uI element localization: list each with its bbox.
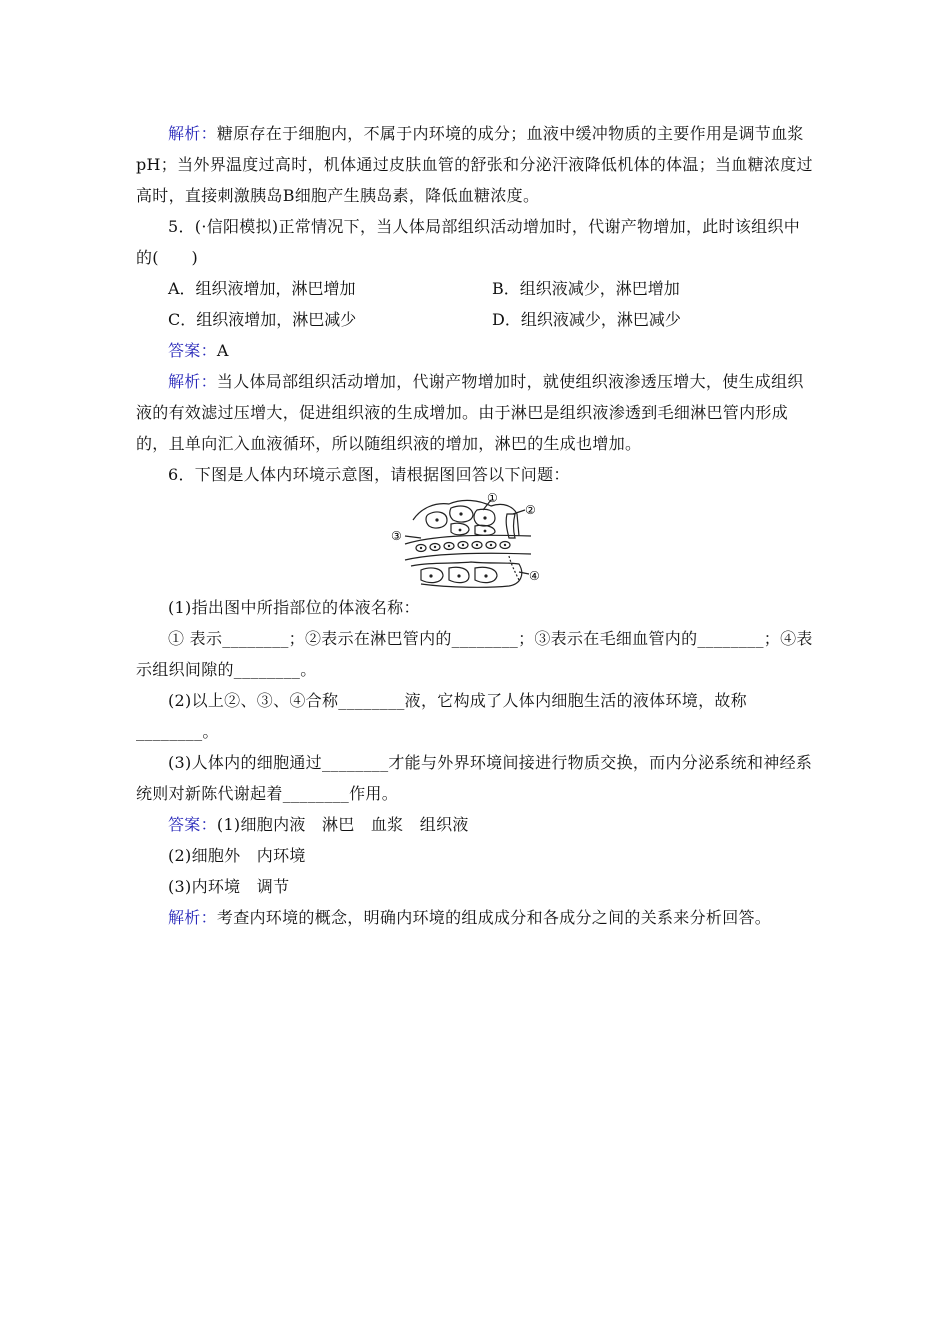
option-b: B．组织液减少，淋巴增加 [492, 279, 680, 298]
q5-options-row-2 [136, 304, 816, 335]
option-c: C．组织液增加，淋巴减少 [168, 310, 357, 329]
figure-label-1: ① [487, 492, 498, 505]
q6-answer-line-2: (2)细胞外 内环境 [168, 846, 306, 865]
figure-container [136, 490, 816, 592]
q6-stem: 6．下图是人体内环境示意图，请根据图回答以下问题： [168, 465, 570, 484]
pointer-line-4 [519, 572, 529, 574]
pointer-line-3 [405, 536, 421, 538]
option-a: A．组织液增加，淋巴增加 [168, 279, 356, 298]
answer-label: 答案： [168, 341, 217, 360]
lymph-vessel [506, 514, 515, 538]
q5-stem: 5．(·信阳模拟)正常情况下，当人体局部组织活动增加时，代谢产物增加，此时该组织中的( ) [136, 217, 801, 267]
q4-analysis [136, 118, 816, 211]
capillary-wall-top [405, 535, 531, 544]
analysis-label: 解析： [168, 908, 217, 927]
figure-label-3: ③ [391, 529, 402, 543]
q6-analysis [136, 902, 816, 933]
q5-answer [136, 335, 816, 366]
analysis-text: 当人体局部组织活动增加，代谢产物增加时，就使组织液渗透压增大，使生成组织液的有效滤过压增大，促进组织液的生成增加。由于淋巴是组织液渗透到毛细淋巴管内形成的，且单向汇入血液循环，所以随组织液的增加，淋巴的生成也增加。 [136, 372, 804, 453]
q6-sub3: (3)人体内的细胞通过________才能与外界环境间接进行物质交换，而内分泌系统和神经系统则对新陈代谢起着________作用。 [136, 753, 813, 803]
option-d: D．组织液减少，淋巴减少 [492, 310, 681, 329]
lower-tissue-outline [411, 562, 522, 587]
document-page [136, 118, 816, 933]
q5-analysis [136, 366, 816, 459]
capillary-wall-bottom [405, 553, 531, 560]
upper-tissue-outline [413, 500, 519, 536]
lymph-vessel-lower [509, 556, 519, 580]
q5-options-row-1 [136, 273, 816, 304]
answer-label: 答案： [168, 815, 217, 834]
q6-answer-line-3: (3)内环境 调节 [168, 877, 290, 896]
figure-label-4: ④ [529, 569, 540, 583]
answer-value: A [216, 341, 229, 360]
answer-line-1: (1)细胞内液 淋巴 血浆 组织液 [216, 815, 469, 834]
q6-sub2: (2)以上②、③、④合称________液，它构成了人体内细胞生活的液体环境，故称________。 [136, 691, 747, 741]
q6-sub1-body: ① 表示________；②表示在淋巴管内的________；③表示在毛细血管内的________；④表示组织间隙的________。 [136, 629, 813, 679]
analysis-text: 考查内环境的概念，明确内环境的组成成分和各成分之间的关系来分析回答。 [216, 908, 772, 927]
q6-answer [136, 809, 816, 840]
analysis-label: 解析： [168, 124, 217, 143]
figure-label-2: ② [525, 503, 536, 517]
q6-sub1-title: (1)指出图中所指部位的体液名称： [168, 598, 420, 617]
internal-environment-diagram [391, 492, 561, 588]
analysis-label: 解析： [168, 372, 217, 391]
analysis-text: 糖原存在于细胞内，不属于内环境的成分；血液中缓冲物质的主要作用是调节血浆pH；当外界温度过高时，机体通过皮肤血管的舒张和分泌汗液降低机体的体温；当血糖浓度过高时，直接刺激胰岛B细胞产生胰岛素，降低血糖浓度。 [136, 124, 813, 205]
